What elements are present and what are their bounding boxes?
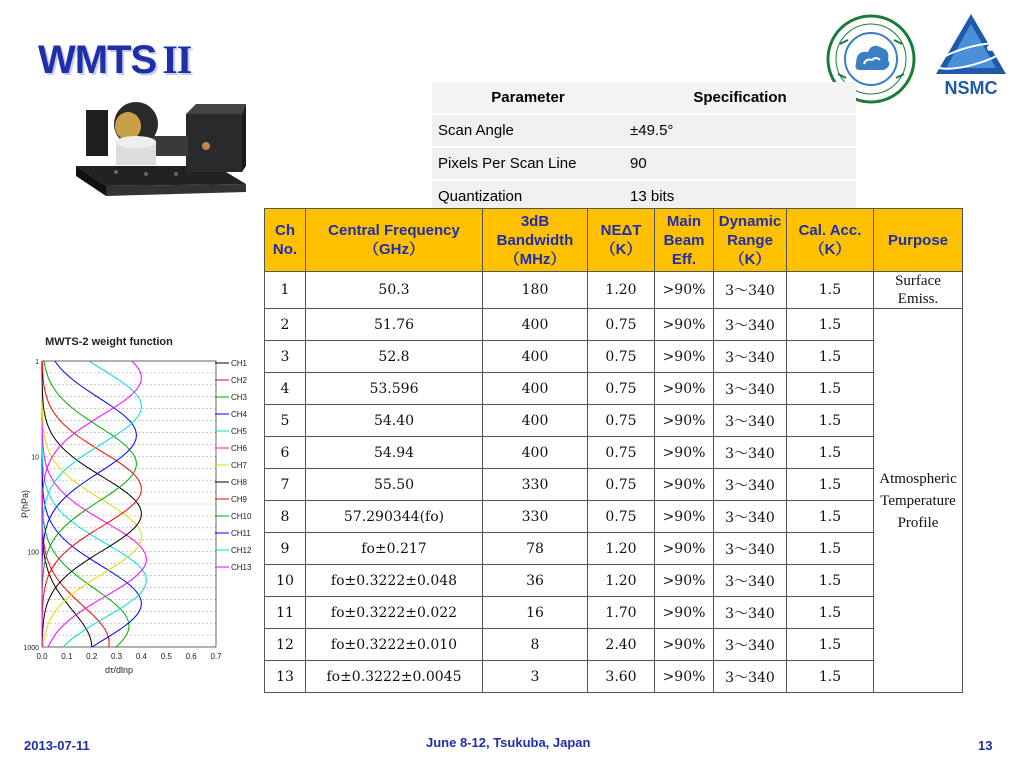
x-tick-label: 0.3 <box>111 652 123 661</box>
cell-nedt: 0.75 <box>588 437 655 469</box>
spec-row <box>432 147 856 180</box>
channel-row <box>265 405 963 437</box>
cell-beam-eff: >90% <box>655 629 714 661</box>
cell-bandwidth: 8 <box>483 629 588 661</box>
cell-cal-acc: 1.5 <box>787 565 874 597</box>
cell-frequency: 50.3 <box>306 272 483 309</box>
cell-beam-eff: >90% <box>655 341 714 373</box>
legend-label: CH7 <box>231 461 248 470</box>
cell-frequency: fo±0.217 <box>306 533 483 565</box>
cell-bandwidth: 180 <box>483 272 588 309</box>
legend-label: CH3 <box>231 393 248 402</box>
cell-frequency: 57.290344(fo) <box>306 501 483 533</box>
x-tick-label: 0.7 <box>210 652 222 661</box>
cell-dynamic-range: 3～340 <box>714 501 787 533</box>
x-tick-label: 0.6 <box>185 652 197 661</box>
header-purpose: Purpose <box>874 209 963 272</box>
cell-purpose-surface: Surface Emiss. <box>874 272 963 309</box>
cell-nedt: 2.40 <box>588 629 655 661</box>
cell-beam-eff: >90% <box>655 661 714 693</box>
cell-nedt: 1.20 <box>588 272 655 309</box>
legend-label: CH13 <box>231 563 252 572</box>
cell-ch-no: 8 <box>265 501 306 533</box>
y-tick-label: 10 <box>31 454 39 462</box>
cell-bandwidth: 3 <box>483 661 588 693</box>
header-frequency: Central Frequency （GHz） <box>306 209 483 272</box>
y-tick-label: 1000 <box>23 645 39 652</box>
header-nedt: NEΔT （K） <box>588 209 655 272</box>
spec-cell: ±49.5° <box>624 114 856 147</box>
x-tick-label: 0.2 <box>86 652 98 661</box>
cell-ch-no: 11 <box>265 597 306 629</box>
legend-label: CH10 <box>231 512 252 521</box>
slide-title-roman: II <box>162 37 192 82</box>
cell-cal-acc: 1.5 <box>787 629 874 661</box>
cell-ch-no: 1 <box>265 272 306 309</box>
cell-frequency: 52.8 <box>306 341 483 373</box>
cell-beam-eff: >90% <box>655 501 714 533</box>
nsmc-logo-text: NSMC <box>944 78 998 98</box>
cell-beam-eff: >90% <box>655 405 714 437</box>
cell-ch-no: 12 <box>265 629 306 661</box>
spec-cell: Scan Angle <box>432 114 624 147</box>
legend-label: CH6 <box>231 444 248 453</box>
header-beam-eff: Main Beam Eff. <box>655 209 714 272</box>
weight-function-chart <box>20 325 252 685</box>
cell-ch-no: 5 <box>265 405 306 437</box>
spec-header-specification: Specification <box>624 82 856 114</box>
y-axis-label: P(hPa) <box>20 489 30 519</box>
cell-frequency: 54.94 <box>306 437 483 469</box>
spec-cell: Quantization <box>432 180 624 213</box>
cell-dynamic-range: 3～340 <box>714 373 787 405</box>
x-tick-label: 0.5 <box>160 652 172 661</box>
cell-dynamic-range: 3～340 <box>714 309 787 341</box>
cell-nedt: 0.75 <box>588 373 655 405</box>
instrument-image <box>76 96 246 206</box>
cell-ch-no: 10 <box>265 565 306 597</box>
cell-nedt: 0.75 <box>588 309 655 341</box>
cell-nedt: 0.75 <box>588 341 655 373</box>
cell-cal-acc: 1.5 <box>787 469 874 501</box>
cell-beam-eff: >90% <box>655 565 714 597</box>
cell-cal-acc: 1.5 <box>787 272 874 309</box>
spec-table <box>432 82 856 214</box>
cell-dynamic-range: 3～340 <box>714 533 787 565</box>
cell-frequency: fo±0.3222±0.0045 <box>306 661 483 693</box>
channel-row <box>265 437 963 469</box>
channel-row <box>265 661 963 693</box>
slide-title <box>38 36 191 83</box>
cell-bandwidth: 36 <box>483 565 588 597</box>
cell-bandwidth: 400 <box>483 405 588 437</box>
cell-nedt: 3.60 <box>588 661 655 693</box>
channel-row <box>265 565 963 597</box>
spec-header-row <box>432 82 856 114</box>
channel-row <box>265 501 963 533</box>
legend-label: CH11 <box>231 529 251 538</box>
header-ch-no: Ch No. <box>265 209 306 272</box>
x-tick-label: 0.1 <box>61 652 73 661</box>
spec-header-parameter: Parameter <box>432 82 624 114</box>
cell-purpose-atmospheric: Atmospheric Temperature Profile <box>874 309 963 693</box>
channel-row <box>265 341 963 373</box>
y-tick-label: 100 <box>27 549 39 557</box>
spec-cell: 13 bits <box>624 180 856 213</box>
cell-nedt: 1.20 <box>588 565 655 597</box>
footer-page-number: 13 <box>978 738 993 753</box>
channel-row <box>265 373 963 405</box>
cell-cal-acc: 1.5 <box>787 437 874 469</box>
cell-nedt: 1.20 <box>588 533 655 565</box>
channel-row <box>265 309 963 341</box>
channel-row <box>265 272 963 309</box>
cell-frequency: 54.40 <box>306 405 483 437</box>
cell-dynamic-range: 3～340 <box>714 437 787 469</box>
cell-ch-no: 6 <box>265 437 306 469</box>
cell-dynamic-range: 3～340 <box>714 661 787 693</box>
cell-bandwidth: 330 <box>483 469 588 501</box>
cell-frequency: fo±0.3222±0.048 <box>306 565 483 597</box>
cell-frequency: 55.50 <box>306 469 483 501</box>
legend-label: CH4 <box>231 410 248 419</box>
slide-title-text: WMTS <box>38 38 157 82</box>
header-bandwidth: 3dB Bandwidth （MHz） <box>483 209 588 272</box>
header-dynamic-range: Dynamic Range （K） <box>714 209 787 272</box>
cell-bandwidth: 78 <box>483 533 588 565</box>
header-cal-acc: Cal. Acc. （K） <box>787 209 874 272</box>
cell-ch-no: 3 <box>265 341 306 373</box>
channel-row <box>265 629 963 661</box>
cell-dynamic-range: 3～340 <box>714 629 787 661</box>
cell-bandwidth: 400 <box>483 341 588 373</box>
cell-beam-eff: >90% <box>655 309 714 341</box>
cell-bandwidth: 16 <box>483 597 588 629</box>
cell-cal-acc: 1.5 <box>787 309 874 341</box>
channel-row <box>265 597 963 629</box>
footer-event: June 8-12, Tsukuba, Japan <box>426 735 591 750</box>
cell-beam-eff: >90% <box>655 437 714 469</box>
cell-ch-no: 4 <box>265 373 306 405</box>
cell-nedt: 0.75 <box>588 405 655 437</box>
legend-label: CH1 <box>231 359 248 368</box>
cell-cal-acc: 1.5 <box>787 405 874 437</box>
channel-row <box>265 469 963 501</box>
cell-dynamic-range: 3～340 <box>714 597 787 629</box>
cell-nedt: 0.75 <box>588 501 655 533</box>
legend-label: CH2 <box>231 376 248 385</box>
cell-frequency: fo±0.3222±0.022 <box>306 597 483 629</box>
cell-dynamic-range: 3～340 <box>714 405 787 437</box>
channel-header-row <box>265 209 963 272</box>
cell-cal-acc: 1.5 <box>787 373 874 405</box>
cell-beam-eff: >90% <box>655 533 714 565</box>
spec-row <box>432 114 856 147</box>
cell-bandwidth: 400 <box>483 309 588 341</box>
x-tick-label: 0.4 <box>135 652 147 661</box>
cell-frequency: fo±0.3222±0.010 <box>306 629 483 661</box>
cell-cal-acc: 1.5 <box>787 341 874 373</box>
x-axis-label: dτ/dlnp <box>104 665 134 675</box>
channel-table <box>264 208 963 693</box>
cell-cal-acc: 1.5 <box>787 501 874 533</box>
spec-cell: 90 <box>624 147 856 180</box>
cell-ch-no: 13 <box>265 661 306 693</box>
spec-cell: Pixels Per Scan Line <box>432 147 624 180</box>
legend-label: CH12 <box>231 546 252 555</box>
cell-bandwidth: 400 <box>483 437 588 469</box>
cell-cal-acc: 1.5 <box>787 597 874 629</box>
cell-beam-eff: >90% <box>655 272 714 309</box>
cell-ch-no: 7 <box>265 469 306 501</box>
cell-beam-eff: >90% <box>655 373 714 405</box>
legend-label: CH5 <box>231 427 248 436</box>
cell-dynamic-range: 3～340 <box>714 272 787 309</box>
cell-dynamic-range: 3～340 <box>714 469 787 501</box>
cell-beam-eff: >90% <box>655 469 714 501</box>
cell-frequency: 51.76 <box>306 309 483 341</box>
cell-ch-no: 9 <box>265 533 306 565</box>
channel-row <box>265 533 963 565</box>
cell-dynamic-range: 3～340 <box>714 565 787 597</box>
cell-cal-acc: 1.5 <box>787 533 874 565</box>
x-tick-label: 0.0 <box>36 652 48 661</box>
cell-bandwidth: 400 <box>483 373 588 405</box>
legend-label: CH8 <box>231 478 248 487</box>
cell-frequency: 53.596 <box>306 373 483 405</box>
footer-date: 2013-07-11 <box>24 738 90 753</box>
cell-nedt: 0.75 <box>588 469 655 501</box>
chart-title: MWTS-2 weight function <box>45 336 173 348</box>
cell-nedt: 1.70 <box>588 597 655 629</box>
cell-cal-acc: 1.5 <box>787 661 874 693</box>
cell-ch-no: 2 <box>265 309 306 341</box>
legend-label: CH9 <box>231 495 248 504</box>
cell-bandwidth: 330 <box>483 501 588 533</box>
cell-beam-eff: >90% <box>655 597 714 629</box>
cell-dynamic-range: 3～340 <box>714 341 787 373</box>
y-tick-label: 1 <box>35 359 39 366</box>
